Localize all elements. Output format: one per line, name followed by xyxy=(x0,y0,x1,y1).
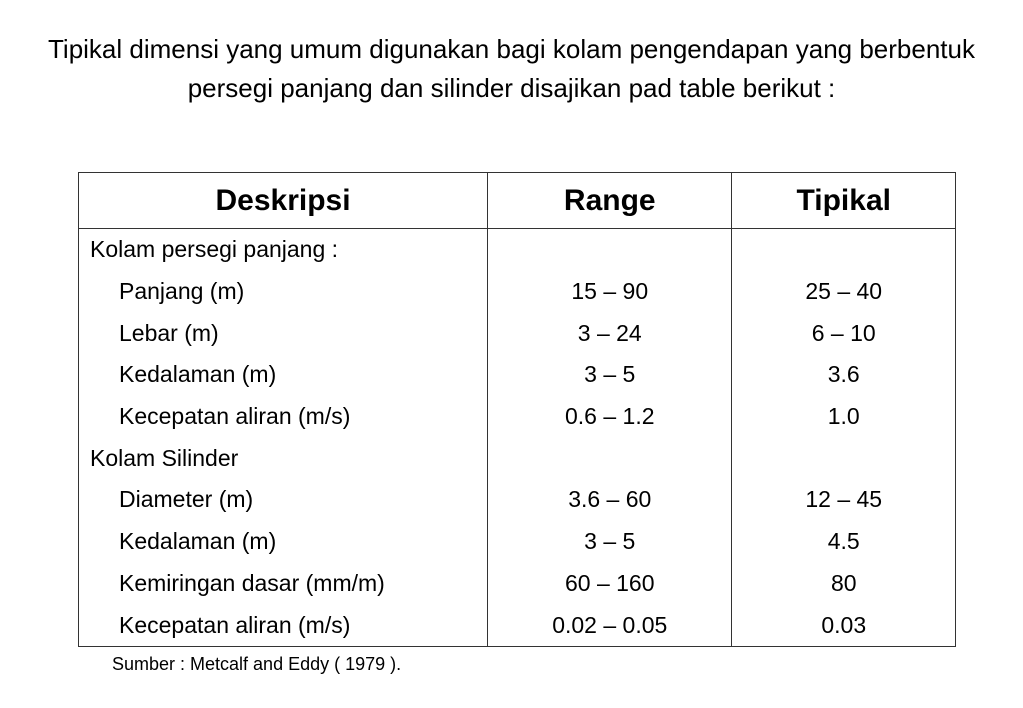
cell-range: 15 – 90 xyxy=(488,271,732,313)
cell-deskripsi: Kedalaman (m) xyxy=(79,354,488,396)
cell-deskripsi: Diameter (m) xyxy=(79,479,488,521)
cell-deskripsi: Kecepatan aliran (m/s) xyxy=(79,604,488,646)
cell-range: 60 – 160 xyxy=(488,563,732,605)
table-row xyxy=(79,229,956,271)
cell-range xyxy=(488,229,732,271)
table-row xyxy=(79,354,956,396)
cell-tipikal: 4.5 xyxy=(732,521,956,563)
cell-range: 3 – 5 xyxy=(488,521,732,563)
table-row xyxy=(79,437,956,479)
page-title: Tipikal dimensi yang umum digunakan bagi kolam pengendapan yang berbentuk persegi panjang dan silinder disajikan pad table berikut : xyxy=(48,34,975,103)
table-row xyxy=(79,521,956,563)
cell-deskripsi: Kolam Silinder xyxy=(79,437,488,479)
table-row xyxy=(79,396,956,438)
cell-range: 3 – 5 xyxy=(488,354,732,396)
table-row xyxy=(79,563,956,605)
cell-range xyxy=(488,437,732,479)
cell-tipikal xyxy=(732,229,956,271)
header-deskripsi: Deskripsi xyxy=(79,173,488,229)
cell-tipikal: 3.6 xyxy=(732,354,956,396)
table-row xyxy=(79,271,956,313)
table-row xyxy=(79,604,956,646)
cell-tipikal: 6 – 10 xyxy=(732,312,956,354)
cell-tipikal: 1.0 xyxy=(732,396,956,438)
cell-deskripsi: Kemiringan dasar (mm/m) xyxy=(79,563,488,605)
cell-deskripsi: Panjang (m) xyxy=(79,271,488,313)
header-tipikal: Tipikal xyxy=(732,173,956,229)
table-header-row xyxy=(79,173,956,229)
cell-tipikal: 0.03 xyxy=(732,604,956,646)
cell-tipikal: 12 – 45 xyxy=(732,479,956,521)
cell-tipikal xyxy=(732,437,956,479)
cell-tipikal: 25 – 40 xyxy=(732,271,956,313)
cell-deskripsi: Kedalaman (m) xyxy=(79,521,488,563)
cell-tipikal: 80 xyxy=(732,563,956,605)
cell-range: 0.02 – 0.05 xyxy=(488,604,732,646)
header-range: Range xyxy=(488,173,732,229)
cell-deskripsi: Kolam persegi panjang : xyxy=(79,229,488,271)
source-note: Sumber : Metcalf and Eddy ( 1979 ). xyxy=(112,654,402,674)
cell-range: 3 – 24 xyxy=(488,312,732,354)
cell-range: 0.6 – 1.2 xyxy=(488,396,732,438)
dimension-table xyxy=(78,172,956,647)
table-row xyxy=(79,479,956,521)
cell-deskripsi: Kecepatan aliran (m/s) xyxy=(79,396,488,438)
cell-deskripsi: Lebar (m) xyxy=(79,312,488,354)
cell-range: 3.6 – 60 xyxy=(488,479,732,521)
table-row xyxy=(79,312,956,354)
